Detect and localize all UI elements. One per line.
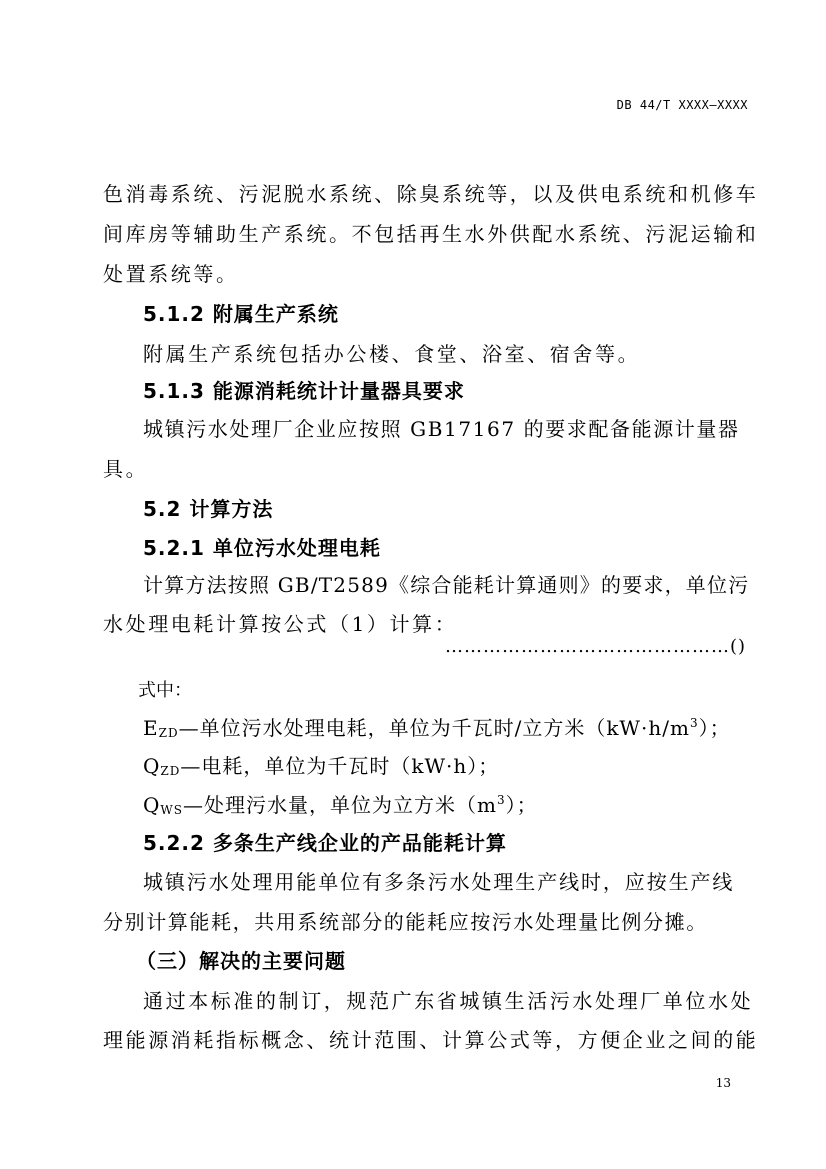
- definition-text: —电耗，单位为千瓦时（kW·h）；: [180, 754, 500, 778]
- symbol-subscript: ZD: [160, 764, 181, 778]
- section-heading-5-2: 5.2 计算方法: [143, 497, 274, 521]
- definition-end: ）；: [505, 793, 538, 817]
- symbol: Q: [143, 754, 161, 778]
- superscript: 3: [689, 716, 699, 730]
- symbol-subscript: ZD: [158, 726, 179, 740]
- where-label: 式中：: [138, 680, 192, 701]
- definition-text: —单位污水处理电耗，单位为千瓦时/立方米（kW·h/m: [178, 716, 690, 740]
- section-heading-5-1-2: 5.1.2 附属生产系统: [143, 302, 339, 326]
- document-code-header: DB 44/T XXXX—XXXX: [616, 98, 748, 112]
- page-number: 13: [715, 1076, 731, 1090]
- definition-e-zd: [143, 712, 731, 741]
- definition-q-zd: [143, 750, 499, 779]
- paragraph-line: 附属生产系统包括办公楼、食堂、浴室、宿舍等。: [143, 342, 641, 366]
- paragraph-line: 处置系统等。: [103, 262, 239, 286]
- paragraph-line: 城镇污水处理厂企业应按照 GB17167 的要求配备能源计量器: [143, 417, 740, 441]
- symbol: Q: [143, 793, 161, 817]
- definition-text: —处理污水量，单位为立方米（m: [182, 793, 497, 817]
- paragraph-line: 色消毒系统、污泥脱水系统、除臭系统等，以及供电系统和机修车: [103, 182, 759, 206]
- paragraph-line: 分别计算能耗，共用系统部分的能耗应按污水处理量比例分摊。: [103, 910, 708, 934]
- paragraph-line: 间库房等辅助生产系统。不包括再生水外供配水系统、污泥运输和: [103, 222, 759, 246]
- paragraph-line: 理能源消耗指标概念、统计范围、计算公式等，方便企业之间的能: [103, 1028, 759, 1052]
- symbol-subscript: WS: [160, 803, 183, 817]
- formula-placeholder: ………………………………………(): [444, 636, 746, 657]
- definition-end: ）；: [698, 716, 731, 740]
- section-heading-5-2-2: 5.2.2 多条生产线企业的产品能耗计算: [143, 831, 507, 855]
- paragraph-line: 水处理电耗计算按公式（1）计算：: [103, 612, 458, 636]
- paragraph-line: 具。: [103, 457, 149, 481]
- paragraph-line: 通过本标准的制订，规范广东省城镇生活污水处理厂单位水处: [143, 989, 754, 1013]
- definition-q-ws: [143, 789, 538, 818]
- paragraph-line: 计算方法按照 GB/T2589《综合能耗计算通则》的要求，单位污: [143, 573, 750, 597]
- paragraph-line: 城镇污水处理用能单位有多条污水处理生产线时，应按生产线: [143, 870, 735, 894]
- superscript: 3: [496, 793, 506, 807]
- section-heading-san: （三）解决的主要问题: [136, 949, 346, 973]
- section-heading-5-2-1: 5.2.1 单位污水处理电耗: [143, 536, 381, 560]
- symbol: E: [143, 716, 159, 740]
- section-heading-5-1-3: 5.1.3 能源消耗统计计量器具要求: [143, 379, 465, 403]
